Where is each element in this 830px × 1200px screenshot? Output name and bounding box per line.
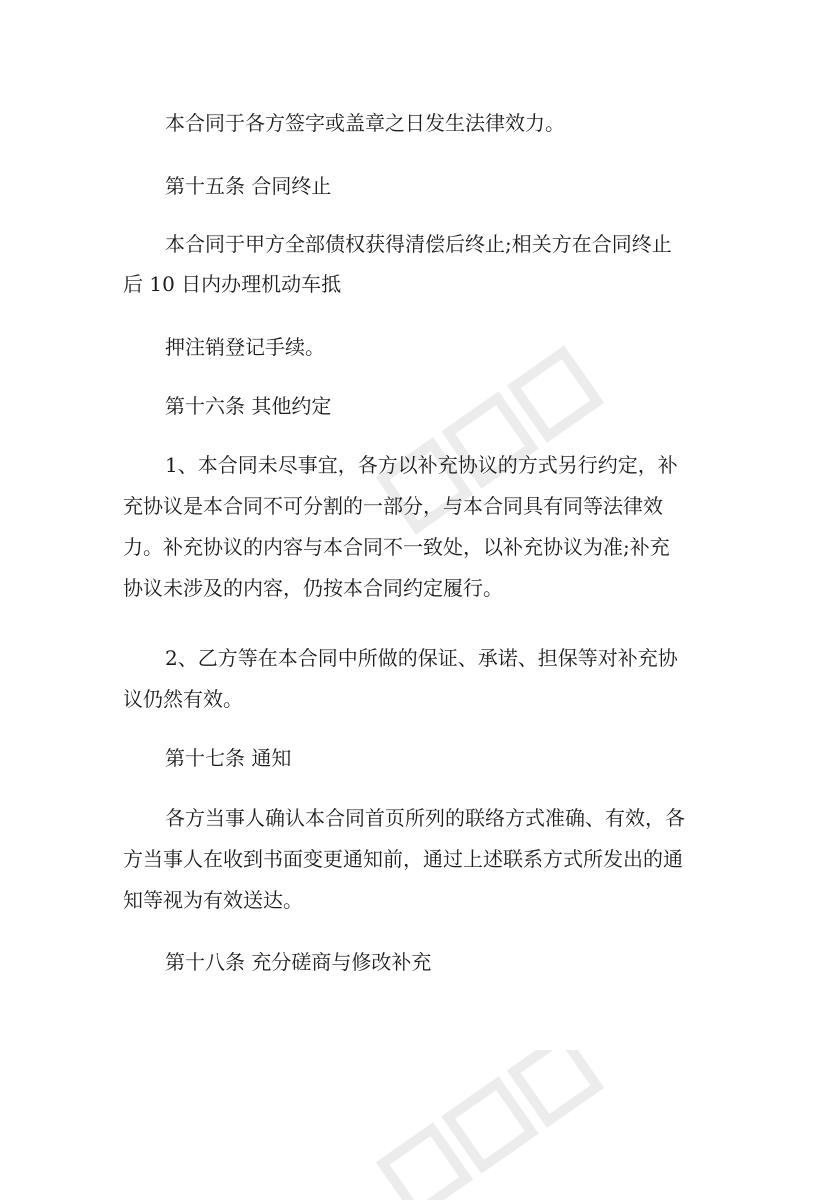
heading-article-16: 第十六条 其他约定 (165, 394, 332, 418)
paragraph-other-1-line-3: 力。补充协议的内容与本合同不一致处，以补充协议为准;补充 (123, 535, 670, 559)
paragraph-notice-line-1: 各方当事人确认本合同首页所列的联络方式准确、有效，各 (165, 806, 685, 830)
paragraph-termination-line-3: 押注销登记手续。 (165, 335, 325, 359)
paragraph-other-2-line-2: 议仍然有效。 (123, 687, 243, 711)
paragraph-other-1-line-4: 协议未涉及的内容，仍按本合同约定履行。 (123, 576, 503, 600)
paragraph-other-1-line-2: 充协议是本合同不可分割的一部分，与本合同具有同等法律效 (123, 494, 663, 518)
watermark-logo-bottom (360, 1050, 620, 1200)
heading-article-17: 第十七条 通知 (165, 746, 292, 770)
heading-article-18: 第十八条 充分磋商与修改补充 (165, 950, 432, 974)
heading-article-15: 第十五条 合同终止 (165, 174, 332, 198)
paragraph-notice-line-3: 知等视为有效送达。 (123, 888, 303, 912)
paragraph-effective-date: 本合同于各方签字或盖章之日发生法律效力。 (165, 111, 565, 135)
paragraph-other-2-line-1: 2、乙方等在本合同中所做的保证、承诺、担保等对补充协 (165, 646, 678, 670)
paragraph-termination-line-1: 本合同于甲方全部债权获得清偿后终止;相关方在合同终止 (165, 232, 672, 256)
paragraph-termination-line-2: 后 10 日内办理机动车抵 (123, 272, 342, 296)
paragraph-notice-line-2: 方当事人在收到书面变更通知前，通过上述联系方式所发出的通 (123, 847, 683, 871)
paragraph-other-1-line-1: 1、本合同未尽事宜，各方以补充协议的方式另行约定，补 (165, 453, 678, 477)
